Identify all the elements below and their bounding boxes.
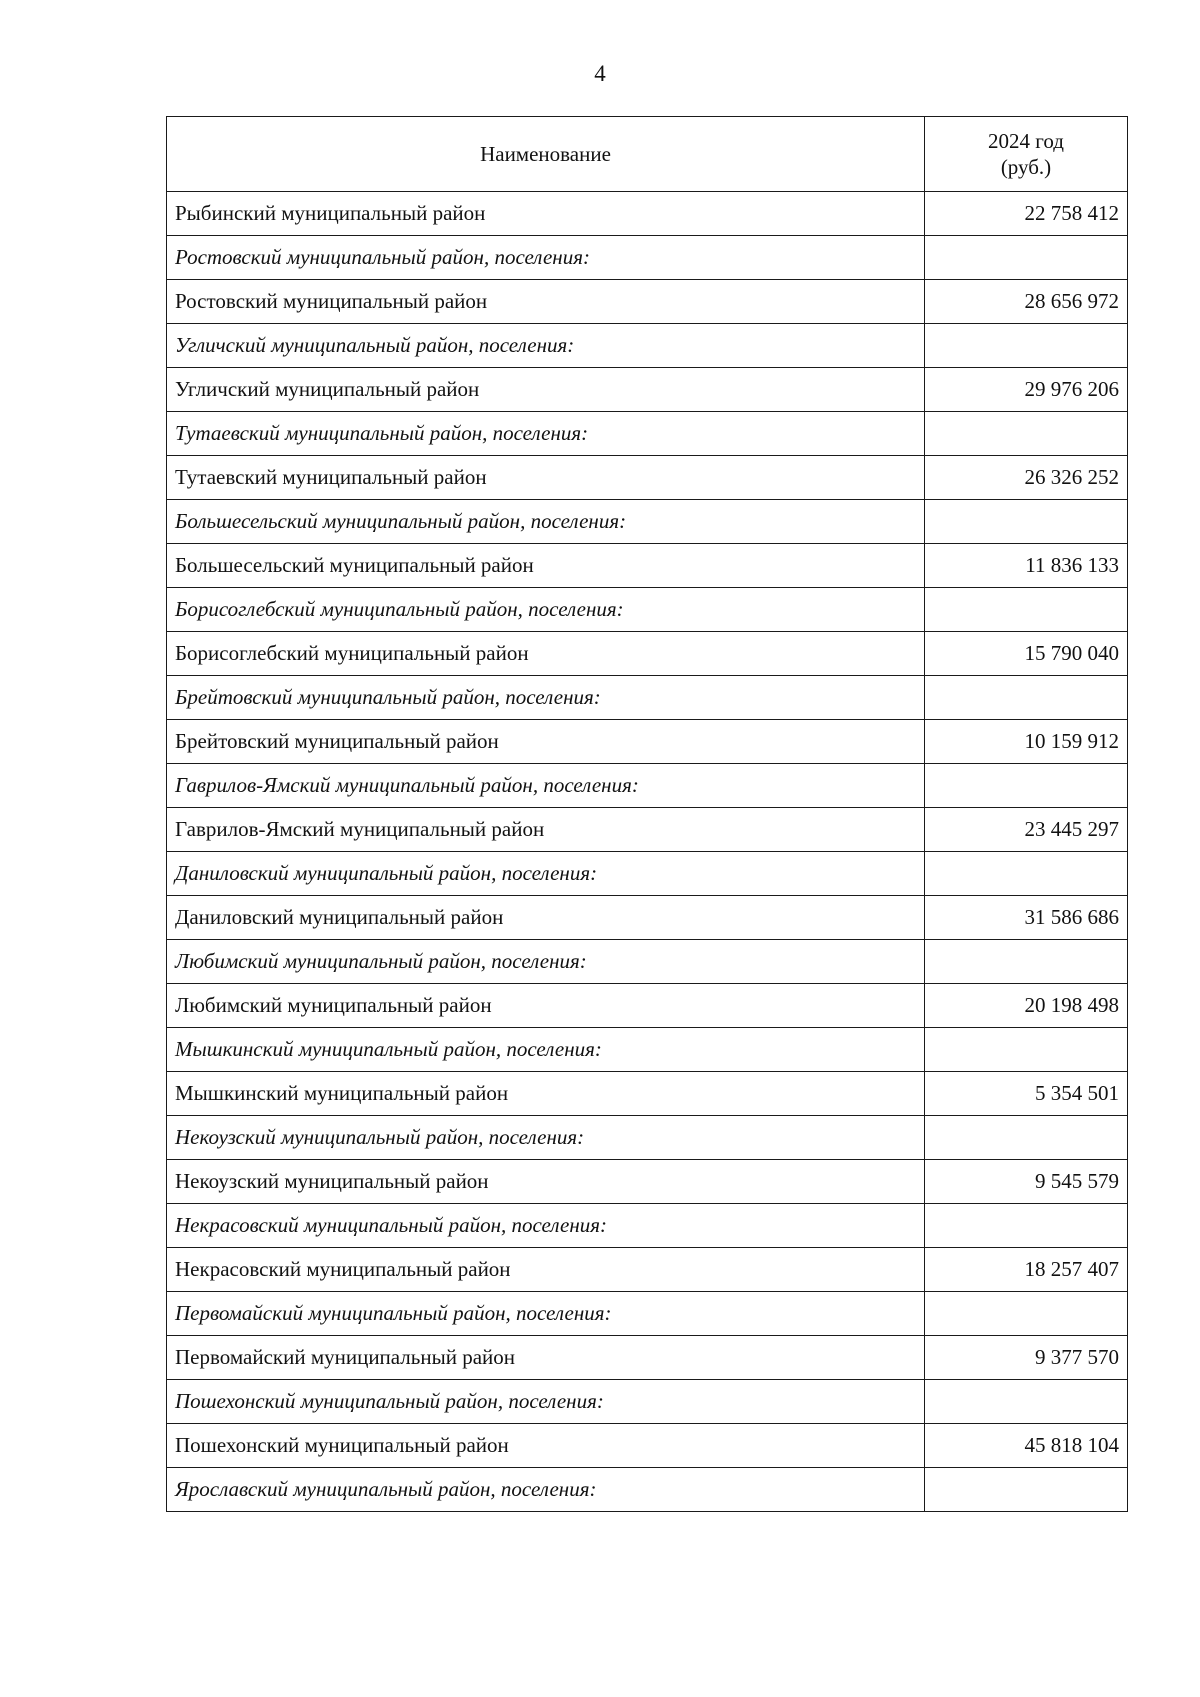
row-value-cell <box>925 1116 1128 1160</box>
row-name-cell: Угличский муниципальный район, поселения: <box>167 324 925 368</box>
table-row <box>167 632 1128 676</box>
page-number: 4 <box>594 61 606 86</box>
table-row <box>167 720 1128 764</box>
row-value-cell <box>925 1380 1128 1424</box>
table-row-group-header <box>167 764 1128 808</box>
header-year-label: 2024 год <box>988 129 1064 153</box>
row-value-cell <box>925 324 1128 368</box>
row-name-cell: Даниловский муниципальный район <box>167 896 925 940</box>
header-row <box>167 117 1128 192</box>
row-value-cell <box>925 1028 1128 1072</box>
table-row <box>167 192 1128 236</box>
table-row <box>167 1072 1128 1116</box>
table-row-group-header <box>167 236 1128 280</box>
row-value-cell: 23 445 297 <box>925 808 1128 852</box>
table-row-group-header <box>167 1380 1128 1424</box>
row-value-cell <box>925 676 1128 720</box>
header-name: Наименование <box>167 117 925 192</box>
row-value-cell: 26 326 252 <box>925 456 1128 500</box>
table-row-group-header <box>167 676 1128 720</box>
row-name-cell: Пошехонский муниципальный район, поселения: <box>167 1380 925 1424</box>
table-header <box>167 117 1128 192</box>
table-row-group-header <box>167 852 1128 896</box>
row-value-cell: 31 586 686 <box>925 896 1128 940</box>
row-name-cell: Ярославский муниципальный район, поселения: <box>167 1468 925 1512</box>
row-value-cell: 9 377 570 <box>925 1336 1128 1380</box>
table-row <box>167 984 1128 1028</box>
row-name-cell: Некрасовский муниципальный район <box>167 1248 925 1292</box>
table-row <box>167 456 1128 500</box>
table-row-group-header <box>167 588 1128 632</box>
row-value-cell: 29 976 206 <box>925 368 1128 412</box>
row-name-cell: Борисоглебский муниципальный район, поселения: <box>167 588 925 632</box>
row-name-cell: Первомайский муниципальный район, поселения: <box>167 1292 925 1336</box>
row-value-cell: 15 790 040 <box>925 632 1128 676</box>
table-body <box>167 192 1128 1512</box>
table-row-group-header <box>167 940 1128 984</box>
row-name-cell: Пошехонский муниципальный район <box>167 1424 925 1468</box>
row-value-cell <box>925 852 1128 896</box>
row-value-cell: 22 758 412 <box>925 192 1128 236</box>
table-row <box>167 1336 1128 1380</box>
row-value-cell: 20 198 498 <box>925 984 1128 1028</box>
row-name-cell: Тутаевский муниципальный район, поселения: <box>167 412 925 456</box>
row-name-cell: Некоузский муниципальный район <box>167 1160 925 1204</box>
table-row <box>167 544 1128 588</box>
row-name-cell: Брейтовский муниципальный район, поселения: <box>167 676 925 720</box>
row-value-cell: 11 836 133 <box>925 544 1128 588</box>
header-year <box>925 117 1128 192</box>
table-row <box>167 1248 1128 1292</box>
row-name-cell: Даниловский муниципальный район, поселения: <box>167 852 925 896</box>
table-row <box>167 896 1128 940</box>
table-row-group-header <box>167 412 1128 456</box>
row-value-cell: 10 159 912 <box>925 720 1128 764</box>
row-name-cell: Большесельский муниципальный район <box>167 544 925 588</box>
row-value-cell <box>925 940 1128 984</box>
row-name-cell: Угличский муниципальный район <box>167 368 925 412</box>
table-row-group-header <box>167 1204 1128 1248</box>
row-value-cell: 9 545 579 <box>925 1160 1128 1204</box>
row-value-cell <box>925 1292 1128 1336</box>
table-row-group-header <box>167 1292 1128 1336</box>
row-name-cell: Любимский муниципальный район <box>167 984 925 1028</box>
row-name-cell: Ростовский муниципальный район <box>167 280 925 324</box>
row-value-cell <box>925 236 1128 280</box>
row-name-cell: Борисоглебский муниципальный район <box>167 632 925 676</box>
table-row <box>167 280 1128 324</box>
row-name-cell: Некрасовский муниципальный район, поселения: <box>167 1204 925 1248</box>
row-name-cell: Брейтовский муниципальный район <box>167 720 925 764</box>
row-value-cell <box>925 1468 1128 1512</box>
table-row <box>167 1424 1128 1468</box>
row-name-cell: Тутаевский муниципальный район <box>167 456 925 500</box>
row-value-cell: 5 354 501 <box>925 1072 1128 1116</box>
row-name-cell: Некоузский муниципальный район, поселения: <box>167 1116 925 1160</box>
table-row <box>167 1160 1128 1204</box>
budget-table <box>166 116 1128 1512</box>
table-row-group-header <box>167 1116 1128 1160</box>
row-value-cell: 18 257 407 <box>925 1248 1128 1292</box>
row-value-cell <box>925 764 1128 808</box>
row-name-cell: Гаврилов-Ямский муниципальный район, поселения: <box>167 764 925 808</box>
row-value-cell: 28 656 972 <box>925 280 1128 324</box>
table-row <box>167 368 1128 412</box>
row-value-cell <box>925 1204 1128 1248</box>
table-row-group-header <box>167 500 1128 544</box>
row-name-cell: Любимский муниципальный район, поселения: <box>167 940 925 984</box>
table-row-group-header <box>167 1028 1128 1072</box>
row-name-cell: Первомайский муниципальный район <box>167 1336 925 1380</box>
row-name-cell: Гаврилов-Ямский муниципальный район <box>167 808 925 852</box>
row-name-cell: Рыбинский муниципальный район <box>167 192 925 236</box>
row-name-cell: Ростовский муниципальный район, поселения: <box>167 236 925 280</box>
row-value-cell <box>925 412 1128 456</box>
row-value-cell <box>925 500 1128 544</box>
table-row-group-header <box>167 324 1128 368</box>
row-name-cell: Мышкинский муниципальный район <box>167 1072 925 1116</box>
row-name-cell: Большесельский муниципальный район, поселения: <box>167 500 925 544</box>
row-value-cell: 45 818 104 <box>925 1424 1128 1468</box>
table-row <box>167 808 1128 852</box>
row-name-cell: Мышкинский муниципальный район, поселения: <box>167 1028 925 1072</box>
row-value-cell <box>925 588 1128 632</box>
header-unit-label: (руб.) <box>1000 155 1052 179</box>
table-row-group-header <box>167 1468 1128 1512</box>
